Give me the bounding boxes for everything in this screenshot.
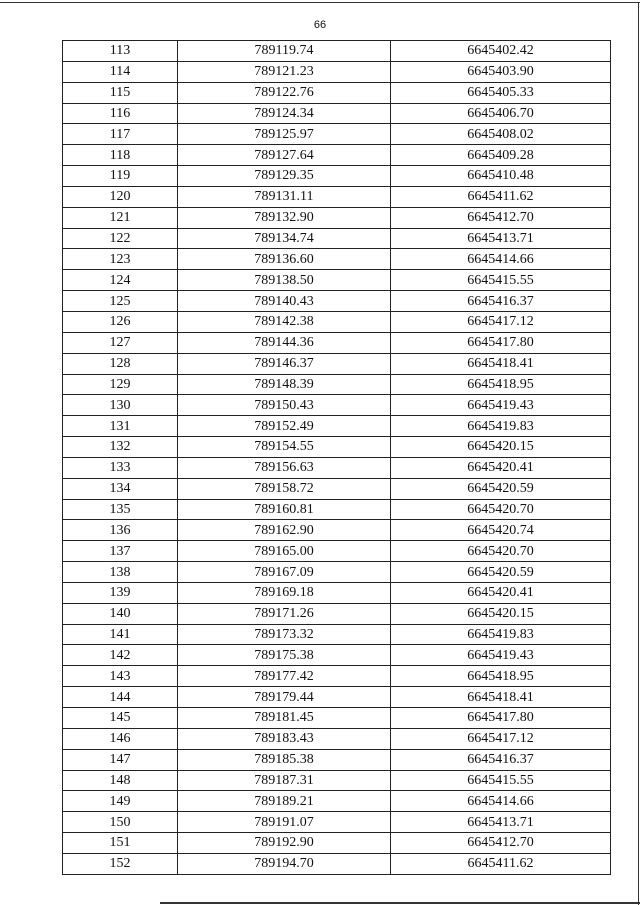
x-coordinate-cell: 789160.81: [178, 499, 391, 520]
x-coordinate-cell: 789132.90: [178, 207, 391, 228]
y-coordinate-cell: 6645413.71: [391, 228, 611, 249]
y-coordinate-cell: 6645418.41: [391, 353, 611, 374]
x-coordinate-cell: 789140.43: [178, 291, 391, 312]
y-coordinate-cell: 6645410.48: [391, 166, 611, 187]
y-coordinate-cell: 6645418.41: [391, 687, 611, 708]
y-coordinate-cell: 6645414.66: [391, 249, 611, 270]
table-row: [63, 228, 611, 249]
point-number-cell: 142: [63, 645, 178, 666]
x-coordinate-cell: 789150.43: [178, 395, 391, 416]
point-number-cell: 118: [63, 145, 178, 166]
y-coordinate-cell: 6645412.70: [391, 207, 611, 228]
table-row: [63, 437, 611, 458]
table-row: [63, 395, 611, 416]
table-row: [63, 353, 611, 374]
y-coordinate-cell: 6645408.02: [391, 124, 611, 145]
table-row: [63, 666, 611, 687]
y-coordinate-cell: 6645419.43: [391, 395, 611, 416]
table-row: [63, 207, 611, 228]
point-number-cell: 137: [63, 541, 178, 562]
x-coordinate-cell: 789131.11: [178, 186, 391, 207]
x-coordinate-cell: 789121.23: [178, 61, 391, 82]
x-coordinate-cell: 789192.90: [178, 833, 391, 854]
table-row: [63, 374, 611, 395]
table-row: [63, 332, 611, 353]
y-coordinate-cell: 6645417.80: [391, 708, 611, 729]
point-number-cell: 120: [63, 186, 178, 207]
table-row: [63, 562, 611, 583]
x-coordinate-cell: 789181.45: [178, 708, 391, 729]
point-number-cell: 113: [63, 41, 178, 62]
x-coordinate-cell: 789169.18: [178, 582, 391, 603]
point-number-cell: 121: [63, 207, 178, 228]
x-coordinate-cell: 789125.97: [178, 124, 391, 145]
point-number-cell: 136: [63, 520, 178, 541]
y-coordinate-cell: 6645420.41: [391, 582, 611, 603]
table-row: [63, 582, 611, 603]
x-coordinate-cell: 789152.49: [178, 416, 391, 437]
point-number-cell: 114: [63, 61, 178, 82]
y-coordinate-cell: 6645420.59: [391, 478, 611, 499]
x-coordinate-cell: 789142.38: [178, 311, 391, 332]
table-row: [63, 291, 611, 312]
table-row: [63, 270, 611, 291]
point-number-cell: 147: [63, 749, 178, 770]
table-row: [63, 186, 611, 207]
x-coordinate-cell: 789148.39: [178, 374, 391, 395]
y-coordinate-cell: 6645420.59: [391, 562, 611, 583]
y-coordinate-cell: 6645414.66: [391, 791, 611, 812]
point-number-cell: 141: [63, 624, 178, 645]
point-number-cell: 139: [63, 582, 178, 603]
table-row: [63, 541, 611, 562]
x-coordinate-cell: 789185.38: [178, 749, 391, 770]
x-coordinate-cell: 789144.36: [178, 332, 391, 353]
x-coordinate-cell: 789156.63: [178, 457, 391, 478]
y-coordinate-cell: 6645420.41: [391, 457, 611, 478]
point-number-cell: 124: [63, 270, 178, 291]
x-coordinate-cell: 789138.50: [178, 270, 391, 291]
y-coordinate-cell: 6645413.71: [391, 812, 611, 833]
table-row: [63, 499, 611, 520]
point-number-cell: 146: [63, 728, 178, 749]
x-coordinate-cell: 789127.64: [178, 145, 391, 166]
table-row: [63, 728, 611, 749]
x-coordinate-cell: 789183.43: [178, 728, 391, 749]
point-number-cell: 129: [63, 374, 178, 395]
x-coordinate-cell: 789167.09: [178, 562, 391, 583]
y-coordinate-cell: 6645419.83: [391, 416, 611, 437]
point-number-cell: 132: [63, 437, 178, 458]
point-number-cell: 145: [63, 708, 178, 729]
table-row: [63, 812, 611, 833]
x-coordinate-cell: 789134.74: [178, 228, 391, 249]
y-coordinate-cell: 6645403.90: [391, 61, 611, 82]
table-row: [63, 749, 611, 770]
table-row: [63, 311, 611, 332]
table-row: [63, 791, 611, 812]
point-number-cell: 122: [63, 228, 178, 249]
y-coordinate-cell: 6645416.37: [391, 291, 611, 312]
point-number-cell: 138: [63, 562, 178, 583]
y-coordinate-cell: 6645412.70: [391, 833, 611, 854]
x-coordinate-cell: 789191.07: [178, 812, 391, 833]
table-row: [63, 603, 611, 624]
table-row: [63, 249, 611, 270]
point-number-cell: 140: [63, 603, 178, 624]
point-number-cell: 127: [63, 332, 178, 353]
x-coordinate-cell: 789146.37: [178, 353, 391, 374]
point-number-cell: 135: [63, 499, 178, 520]
coordinates-table-body: [63, 41, 611, 875]
y-coordinate-cell: 6645409.28: [391, 145, 611, 166]
x-coordinate-cell: 789129.35: [178, 166, 391, 187]
table-row: [63, 82, 611, 103]
y-coordinate-cell: 6645415.55: [391, 770, 611, 791]
y-coordinate-cell: 6645411.62: [391, 186, 611, 207]
point-number-cell: 149: [63, 791, 178, 812]
table-row: [63, 520, 611, 541]
table-row: [63, 770, 611, 791]
table-row: [63, 145, 611, 166]
y-coordinate-cell: 6645415.55: [391, 270, 611, 291]
y-coordinate-cell: 6645420.74: [391, 520, 611, 541]
point-number-cell: 148: [63, 770, 178, 791]
y-coordinate-cell: 6645417.12: [391, 311, 611, 332]
table-row: [63, 61, 611, 82]
x-coordinate-cell: 789162.90: [178, 520, 391, 541]
y-coordinate-cell: 6645420.70: [391, 499, 611, 520]
x-coordinate-cell: 789187.31: [178, 770, 391, 791]
y-coordinate-cell: 6645417.80: [391, 332, 611, 353]
x-coordinate-cell: 789165.00: [178, 541, 391, 562]
coordinates-table: [62, 40, 611, 875]
x-coordinate-cell: 789136.60: [178, 249, 391, 270]
y-coordinate-cell: 6645417.12: [391, 728, 611, 749]
x-coordinate-cell: 789154.55: [178, 437, 391, 458]
y-coordinate-cell: 6645419.43: [391, 645, 611, 666]
y-coordinate-cell: 6645418.95: [391, 374, 611, 395]
point-number-cell: 151: [63, 833, 178, 854]
table-row: [63, 457, 611, 478]
point-number-cell: 117: [63, 124, 178, 145]
table-row: [63, 103, 611, 124]
y-coordinate-cell: 6645402.42: [391, 41, 611, 62]
y-coordinate-cell: 6645419.83: [391, 624, 611, 645]
table-row: [63, 478, 611, 499]
y-coordinate-cell: 6645416.37: [391, 749, 611, 770]
point-number-cell: 116: [63, 103, 178, 124]
point-number-cell: 144: [63, 687, 178, 708]
x-coordinate-cell: 789119.74: [178, 41, 391, 62]
x-coordinate-cell: 789177.42: [178, 666, 391, 687]
point-number-cell: 125: [63, 291, 178, 312]
table-row: [63, 833, 611, 854]
x-coordinate-cell: 789189.21: [178, 791, 391, 812]
x-coordinate-cell: 789122.76: [178, 82, 391, 103]
point-number-cell: 143: [63, 666, 178, 687]
y-coordinate-cell: 6645406.70: [391, 103, 611, 124]
point-number-cell: 152: [63, 853, 178, 874]
y-coordinate-cell: 6645405.33: [391, 82, 611, 103]
table-row: [63, 416, 611, 437]
point-number-cell: 115: [63, 82, 178, 103]
table-row: [63, 687, 611, 708]
y-coordinate-cell: 6645418.95: [391, 666, 611, 687]
x-coordinate-cell: 789124.34: [178, 103, 391, 124]
point-number-cell: 131: [63, 416, 178, 437]
x-coordinate-cell: 789194.70: [178, 853, 391, 874]
y-coordinate-cell: 6645420.70: [391, 541, 611, 562]
table-row: [63, 41, 611, 62]
table-row: [63, 708, 611, 729]
point-number-cell: 134: [63, 478, 178, 499]
y-coordinate-cell: 6645411.62: [391, 853, 611, 874]
table-row: [63, 624, 611, 645]
table-row: [63, 853, 611, 874]
page-border-bottom: [160, 902, 640, 904]
table-row: [63, 166, 611, 187]
table-row: [63, 645, 611, 666]
page-border-right: [638, 2, 639, 905]
point-number-cell: 119: [63, 166, 178, 187]
point-number-cell: 128: [63, 353, 178, 374]
point-number-cell: 133: [63, 457, 178, 478]
table-row: [63, 124, 611, 145]
x-coordinate-cell: 789175.38: [178, 645, 391, 666]
x-coordinate-cell: 789173.32: [178, 624, 391, 645]
y-coordinate-cell: 6645420.15: [391, 603, 611, 624]
point-number-cell: 126: [63, 311, 178, 332]
page-number: 66: [313, 19, 327, 31]
point-number-cell: 130: [63, 395, 178, 416]
x-coordinate-cell: 789179.44: [178, 687, 391, 708]
y-coordinate-cell: 6645420.15: [391, 437, 611, 458]
x-coordinate-cell: 789158.72: [178, 478, 391, 499]
point-number-cell: 123: [63, 249, 178, 270]
x-coordinate-cell: 789171.26: [178, 603, 391, 624]
page-border-top: [0, 2, 640, 3]
point-number-cell: 150: [63, 812, 178, 833]
